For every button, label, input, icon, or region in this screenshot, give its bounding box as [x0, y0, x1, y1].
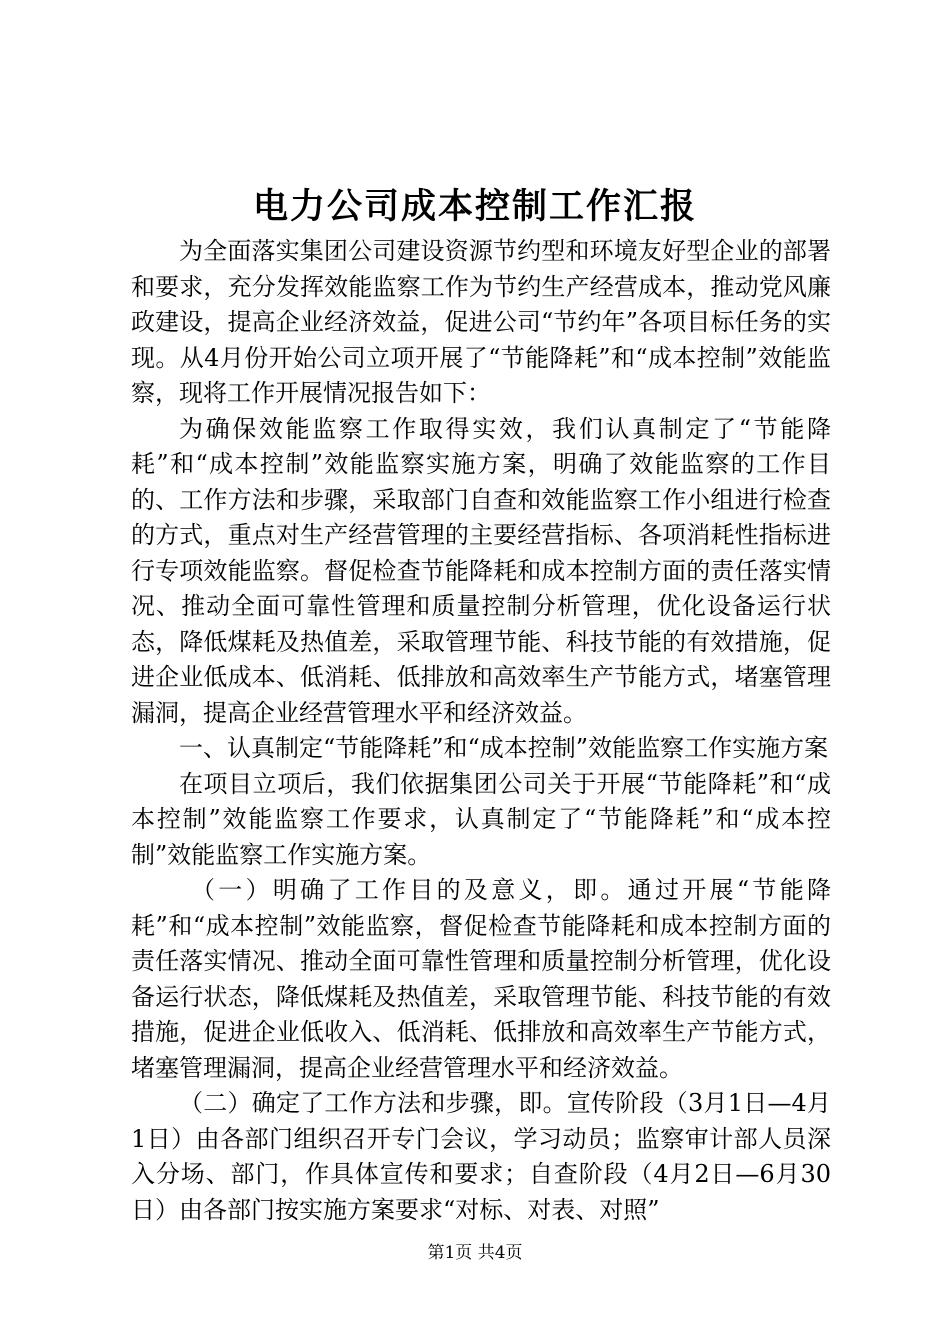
document-body: [131, 234, 831, 1228]
paragraph-section-1: 在项目立项后，我们依据集团公司关于开展“节能降耗”和“成本控制”效能监察工作要求，认真制定了“节能降耗”和“成本控制”效能监察工作实施方案。: [131, 769, 831, 869]
document-title: 电力公司成本控制工作汇报: [252, 186, 697, 227]
paragraph-intro: 为全面落实集团公司建设资源节约型和环境友好型企业的部署和要求，充分发挥效能监察工作为节约生产经营成本，推动党风廉政建设，提高企业经济效益，促进公司“节约年”各项目标任务的实现。从4月份开始公司立项开展了“节能降耗”和“成本控制”效能监察，现将工作开展情况报告如下：: [131, 237, 831, 407]
page-number-footer: 第1页 共4页: [427, 1243, 523, 1263]
section-heading-1: 一、认真制定“节能降耗”和“成本控制”效能监察工作实施方案: [179, 734, 829, 762]
subsection-1: （一）明确了工作目的及意义，即。通过开展“节能降耗”和“成本控制”效能监察，督促检查节能降耗和成本控制方面的责任落实情况、推动全面可靠性管理和质量控制分析管理，优化设备运行状态，降低煤耗及热值差，采取管理节能、科技节能的有效措施，促进企业低收入、低消耗、低排放和高效率生产节能方式，堵塞管理漏洞，提高企业经营管理水平和经济效益。: [131, 876, 831, 1082]
paragraph-overview: 为确保效能监察工作取得实效，我们认真制定了“节能降耗”和“成本控制”效能监察实施方案，明确了效能监察的工作目的、工作方法和步骤，采取部门自查和效能监察工作小组进行检查的方式，重点对生产经营管理的主要经营指标、各项消耗性指标进行专项效能监察。督促检查节能降耗和成本控制方面的责任落实情况、推动全面可靠性管理和质量控制分析管理，优化设备运行状态，降低煤耗及热值差，采取管理节能、科技节能的有效措施，促进企业低成本、低消耗、低排放和高效率生产节能方式，堵塞管理漏洞，提高企业经营管理水平和经济效益。: [131, 414, 831, 727]
subsection-2: （二）确定了工作方法和步骤，即。宣传阶段（3月1日—4月1日）由各部门组织召开专门会议，学习动员；监察审计部人员深入分场、部门，作具体宣传和要求；自查阶段（4月2日—6月30日）由各部门按实施方案要求“对标、对表、对照”: [131, 1089, 831, 1224]
